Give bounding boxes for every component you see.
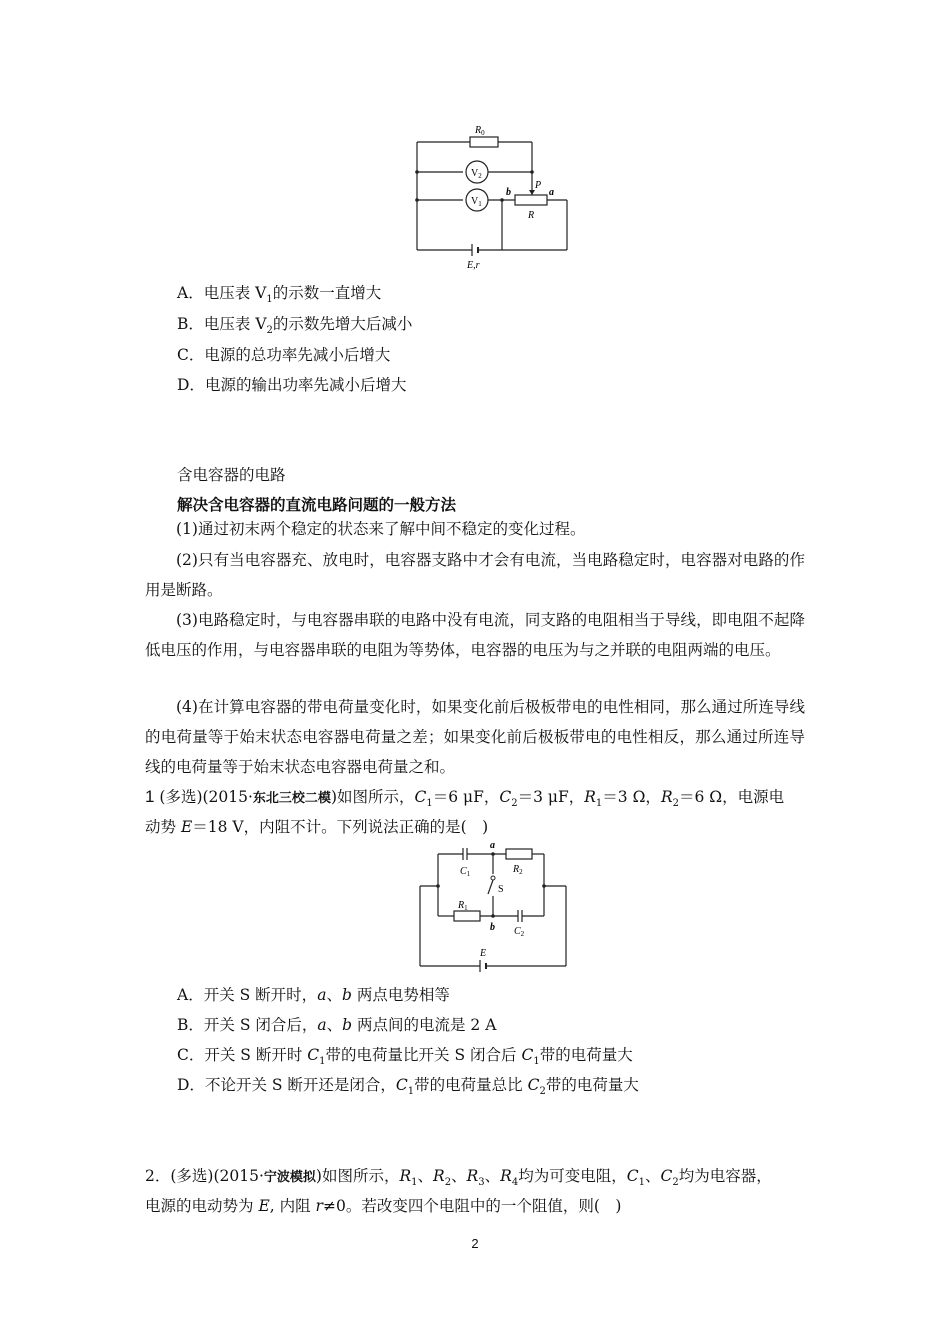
r0-label: $R_0$ [475, 125, 485, 137]
c1-label: $C_1$ [460, 866, 471, 878]
s-label: S [498, 884, 504, 895]
b-label: b [506, 187, 511, 198]
q1-option-a: A．开关 S 断开时，a、b 两点电势相等 [177, 986, 450, 1004]
option-a: A．电压表 $V_1$的示数一直增大 [177, 284, 382, 306]
q2-line2: 电源的电动势为 E, 内阻 r≠0。若改变四个电阻中的一个阻值，则( ) [145, 1197, 622, 1215]
r2-label: $R_2$ [513, 864, 523, 876]
r-label: R [528, 210, 535, 221]
paragraph-3: (3)电路稳定时，与电容器串联的电路中没有电流，同支路的电阻相当于导线，即电阻不起降低电压的作用，与电容器串联的电阻为等势体，电容器的电压为与之并联的电阻两端的电压。 [145, 611, 805, 659]
r1-label: $R_1$ [458, 900, 468, 912]
option-b: B．电压表 $V_2$的示数先增大后减小 [177, 315, 413, 337]
section-title: 含电容器的电路 [177, 466, 286, 484]
v1-label: $V_1$ [471, 196, 482, 208]
b-label: b [490, 922, 495, 933]
page-number: 2 [471, 1236, 479, 1251]
q1-line2: 动势 E＝18 V，内阻不计。下列说法正确的是( ) [145, 818, 489, 836]
circuit-diagram-2 [408, 838, 578, 973]
section-subtitle: 解决含电容器的直流电路问题的一般方法 [177, 496, 457, 514]
c2-label: $C_2$ [514, 926, 525, 938]
e-label: E [480, 948, 487, 959]
v2-label: $V_2$ [471, 168, 482, 180]
paragraph-4: (4)在计算电容器的带电荷量变化时，如果变化前后极板带电的电性相同，那么通过所连导线的电荷量等于始末状态电容器电荷量之差；如果变化前后极板带电的电性相反，那么通过所连导线的电荷量等于始末状态电容器电荷量之和。 [145, 698, 805, 776]
q1-option-b: B．开关 S 闭合后，a、b 两点间的电流是 2 A [177, 1016, 497, 1034]
circuit-diagram-1 [405, 120, 585, 275]
q1-option-c: C．开关 S 断开时 $C_1$带的电荷量比开关 S 闭合后 $C_1$带的电荷量大 [177, 1046, 633, 1068]
a-label: a [549, 187, 554, 198]
option-d: D．电源的输出功率先减小后增大 [177, 376, 407, 394]
source-label: E,r [467, 260, 480, 271]
option-c: C．电源的总功率先减小后增大 [177, 346, 391, 364]
q1-line1: 1 (多选)(2015·东北三校二模)如图所示，$C_1=6$ μF，$C_2=3$ μF，$R_1=3$ Ω，$R_2=6$ Ω，电源电 [145, 787, 785, 810]
paragraph-2: (2)只有当电容器充、放电时，电容器支路中才会有电流，当电路稳定时，电容器对电路的作用是断路。 [145, 551, 805, 599]
q2-line1: 2．(多选)(2015·宁波模拟)如图所示，$R_1$、$R_2$、$R_3$、$R_4$均为可变电阻，$C_1$、$C_2$均为电容器， [145, 1167, 772, 1189]
a-label: a [490, 840, 495, 851]
paragraph-1: (1)通过初末两个稳定的状态来了解中间不稳定的变化过程。 [176, 520, 586, 538]
p-label: P [535, 180, 542, 191]
q1-option-d: D．不论开关 S 断开还是闭合，$C_1$带的电荷量总比 $C_2$带的电荷量大 [177, 1076, 639, 1098]
